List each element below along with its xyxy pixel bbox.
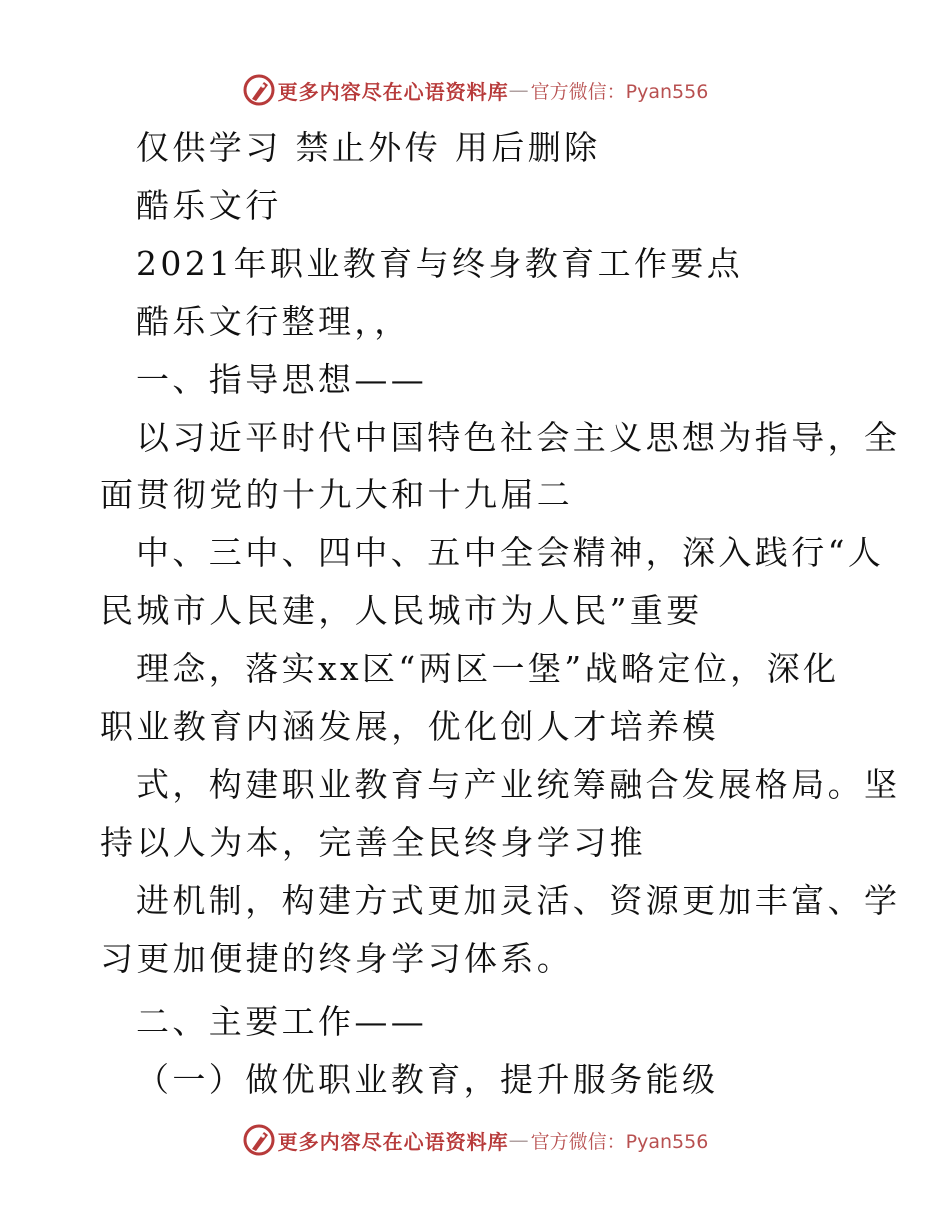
watermark-contact: 官方微信：Pyan556 xyxy=(530,80,709,103)
paragraph-line: 习更加便捷的终身学习体系。 xyxy=(100,939,574,978)
paragraph-line: 以习近平时代中国特色社会主义思想为指导，全 xyxy=(136,418,901,457)
paragraph-line: 式，构建职业教育与产业统筹融合发展格局。坚 xyxy=(136,765,901,804)
watermark-text: 更多内容尽在心语资料库 xyxy=(277,79,509,104)
subsection-heading-1: （一）做优职业教育，提升服务能级 xyxy=(136,1060,719,1099)
paragraph-line: 理念，落实xx区“两区一堡”战略定位，深化 xyxy=(136,649,840,688)
paragraph-line: 职业教育内涵发展，优化创人才培养模 xyxy=(100,707,719,746)
document-title: 2021年职业教育与终身教育工作要点 xyxy=(136,244,744,283)
pen-nib-logo-icon xyxy=(242,1123,276,1157)
watermark-banner-top xyxy=(0,70,950,110)
compiler-line: 酷乐文行整理，， xyxy=(136,302,411,341)
pen-nib-logo-icon xyxy=(242,73,276,107)
paragraph-line: 进机制，构建方式更加灵活、资源更加丰富、学 xyxy=(136,881,901,920)
watermark-contact: 官方微信：Pyan556 xyxy=(530,1130,709,1153)
watermark-text: 更多内容尽在心语资料库 xyxy=(277,1129,509,1154)
author-line: 酷乐文行 xyxy=(136,186,282,225)
paragraph-line: 民城市人民建，人民城市为人民”重要 xyxy=(100,591,703,630)
paragraph-line: 持以人为本，完善全民终身学习推 xyxy=(100,823,646,862)
watermark-separator: — xyxy=(508,1128,529,1152)
notice-line: 仅供学习 禁止外传 用后删除 xyxy=(136,128,601,167)
watermark-separator: — xyxy=(508,78,529,102)
watermark-banner-bottom xyxy=(0,1120,950,1160)
paragraph-line: 中、三中、四中、五中全会精神，深入践行“人 xyxy=(136,533,885,572)
section-heading-2: 二、主要工作—— xyxy=(136,1002,428,1041)
paragraph-line: 面贯彻党的十九大和十九届二 xyxy=(100,475,574,514)
section-heading-1: 一、指导思想—— xyxy=(136,360,428,399)
